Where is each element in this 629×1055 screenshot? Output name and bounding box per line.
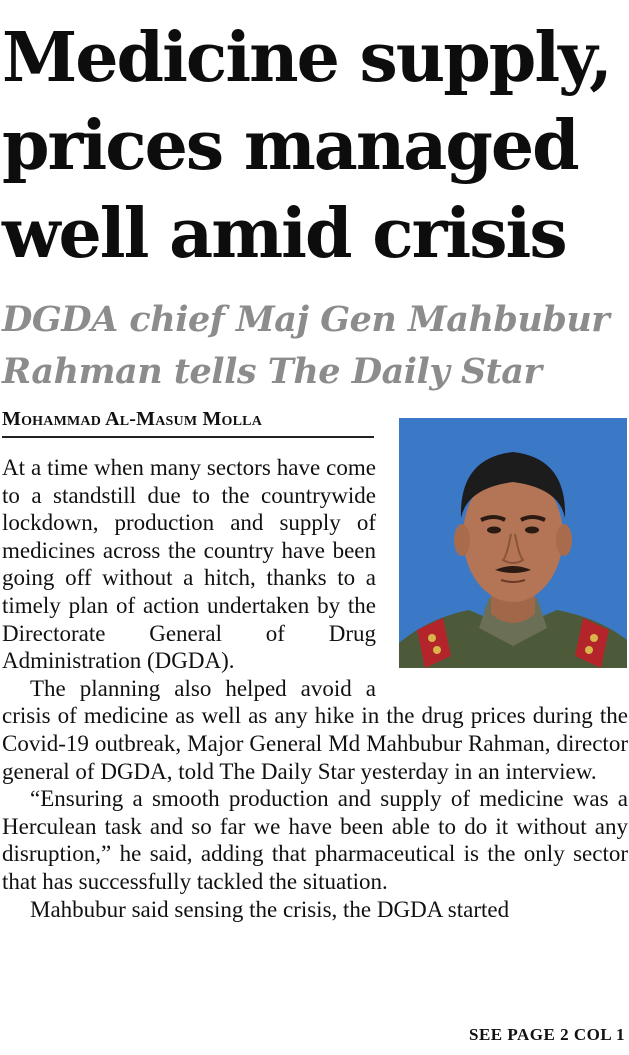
- headline-line-1: Medicine supply,: [2, 18, 611, 98]
- subheadline: [2, 294, 627, 398]
- headline: [2, 14, 627, 278]
- article-body: [2, 454, 628, 923]
- paragraph-2: The planning also helped avoid a crisis of medicine as well as any hike in the drug prices during the Covid-19 outbreak, Major General Md Mahbubur Rahman, director general of DGDA, told The Daily Star yesterday in an interview.: [2, 675, 628, 784]
- photo-text-wrap: [376, 454, 628, 682]
- paragraph-4: Mahbubur said sensing the crisis, the DGDA started: [30, 896, 510, 922]
- continued-on-page-line: SEE PAGE 2 COL 1: [469, 1025, 625, 1044]
- byline: Mohammad Al-Masum Molla: [2, 406, 374, 438]
- subheadline-line-1: DGDA chief Maj Gen Mahbubur: [2, 299, 610, 340]
- subheadline-line-2: Rahman tells The Daily Star: [2, 351, 542, 392]
- paragraph-1: At a time when many sectors have come to a standstill due to the countrywide lockdown, production and supply of medicines across the country have been going off without a hitch, thanks to a timely plan of action undertaken by the Directorate General of Drug Administration (DGDA).: [2, 455, 376, 674]
- headline-line-3: well amid crisis: [2, 194, 566, 274]
- headline-line-2: prices managed: [2, 106, 578, 186]
- paragraph-3: “Ensuring a smooth production and supply of medicine was a Herculean task and so far we have been able to do it without any disruption,” he said, adding that pharmaceutical is the only sector that has successfully tackled the situation.: [2, 786, 628, 894]
